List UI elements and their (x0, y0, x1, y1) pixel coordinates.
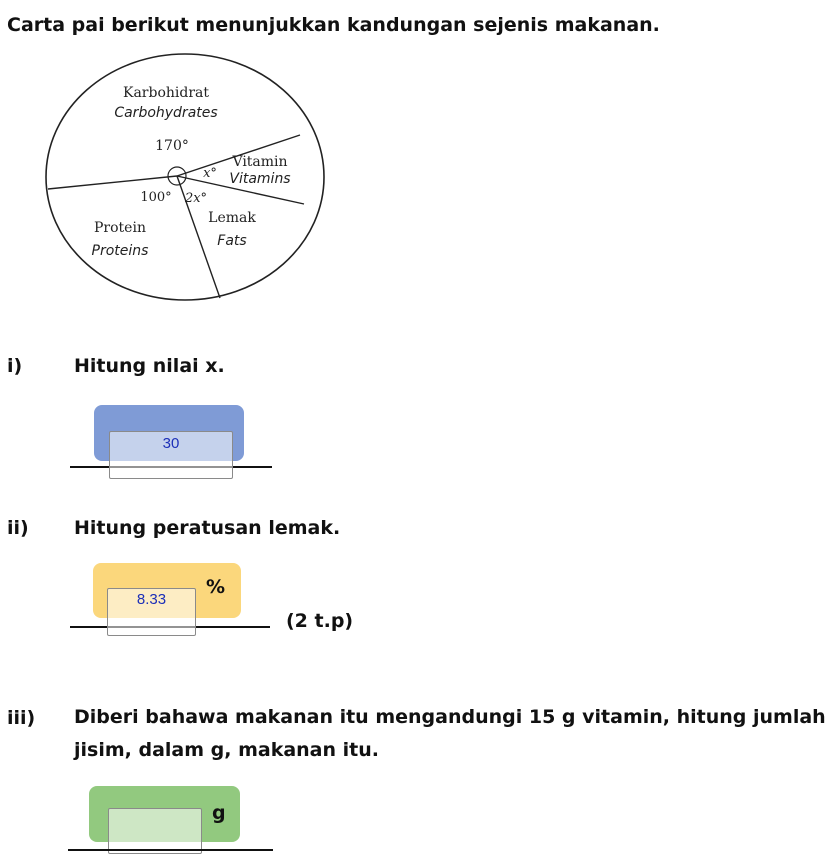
label-fat-angle: 2x° (184, 191, 208, 206)
label-protein-angle: 100° (140, 190, 172, 205)
pie-chart-diagram (38, 50, 338, 308)
part-3-number: iii) (7, 707, 36, 729)
label-fat-ms: Lemak (208, 210, 256, 226)
sector-line-prot-carb (48, 176, 177, 189)
percent-unit: % (206, 576, 226, 598)
label-protein-ms: Protein (94, 220, 146, 236)
answer-input-3[interactable] (108, 808, 202, 854)
label-vitamin-en: Vitamins (229, 171, 291, 187)
part-1-question: Hitung nilai x. (74, 355, 225, 377)
answer-input-1[interactable]: 30 (109, 431, 233, 479)
part-3-question: Diberi bahawa makanan itu mengandungi 15 g vitamin, hitung jumlah jisim, dalam g, makanan itu. (74, 706, 826, 761)
label-carbohydrate-ms: Karbohidrat (122, 85, 210, 101)
part-1-number: i) (7, 355, 23, 377)
gram-unit: g (212, 802, 226, 824)
label-vitamin-ms: Vitamin (232, 154, 288, 170)
part-2-question: Hitung peratusan lemak. (74, 517, 341, 539)
answer-line-3 (68, 849, 273, 851)
label-carbohydrate-en: Carbohydrates (114, 105, 218, 121)
decimal-places-note: (2 t.p) (286, 610, 354, 632)
answer-input-2[interactable]: 8.33 (107, 588, 196, 636)
label-carbohydrate-angle: 170° (155, 138, 189, 154)
part-2-number: ii) (7, 517, 29, 539)
label-fat-en: Fats (217, 233, 247, 249)
label-vitamin-angle: x° (203, 166, 217, 181)
question-stem: Carta pai berikut menunjukkan kandungan sejenis makanan. (7, 14, 660, 36)
label-protein-en: Proteins (91, 243, 149, 259)
